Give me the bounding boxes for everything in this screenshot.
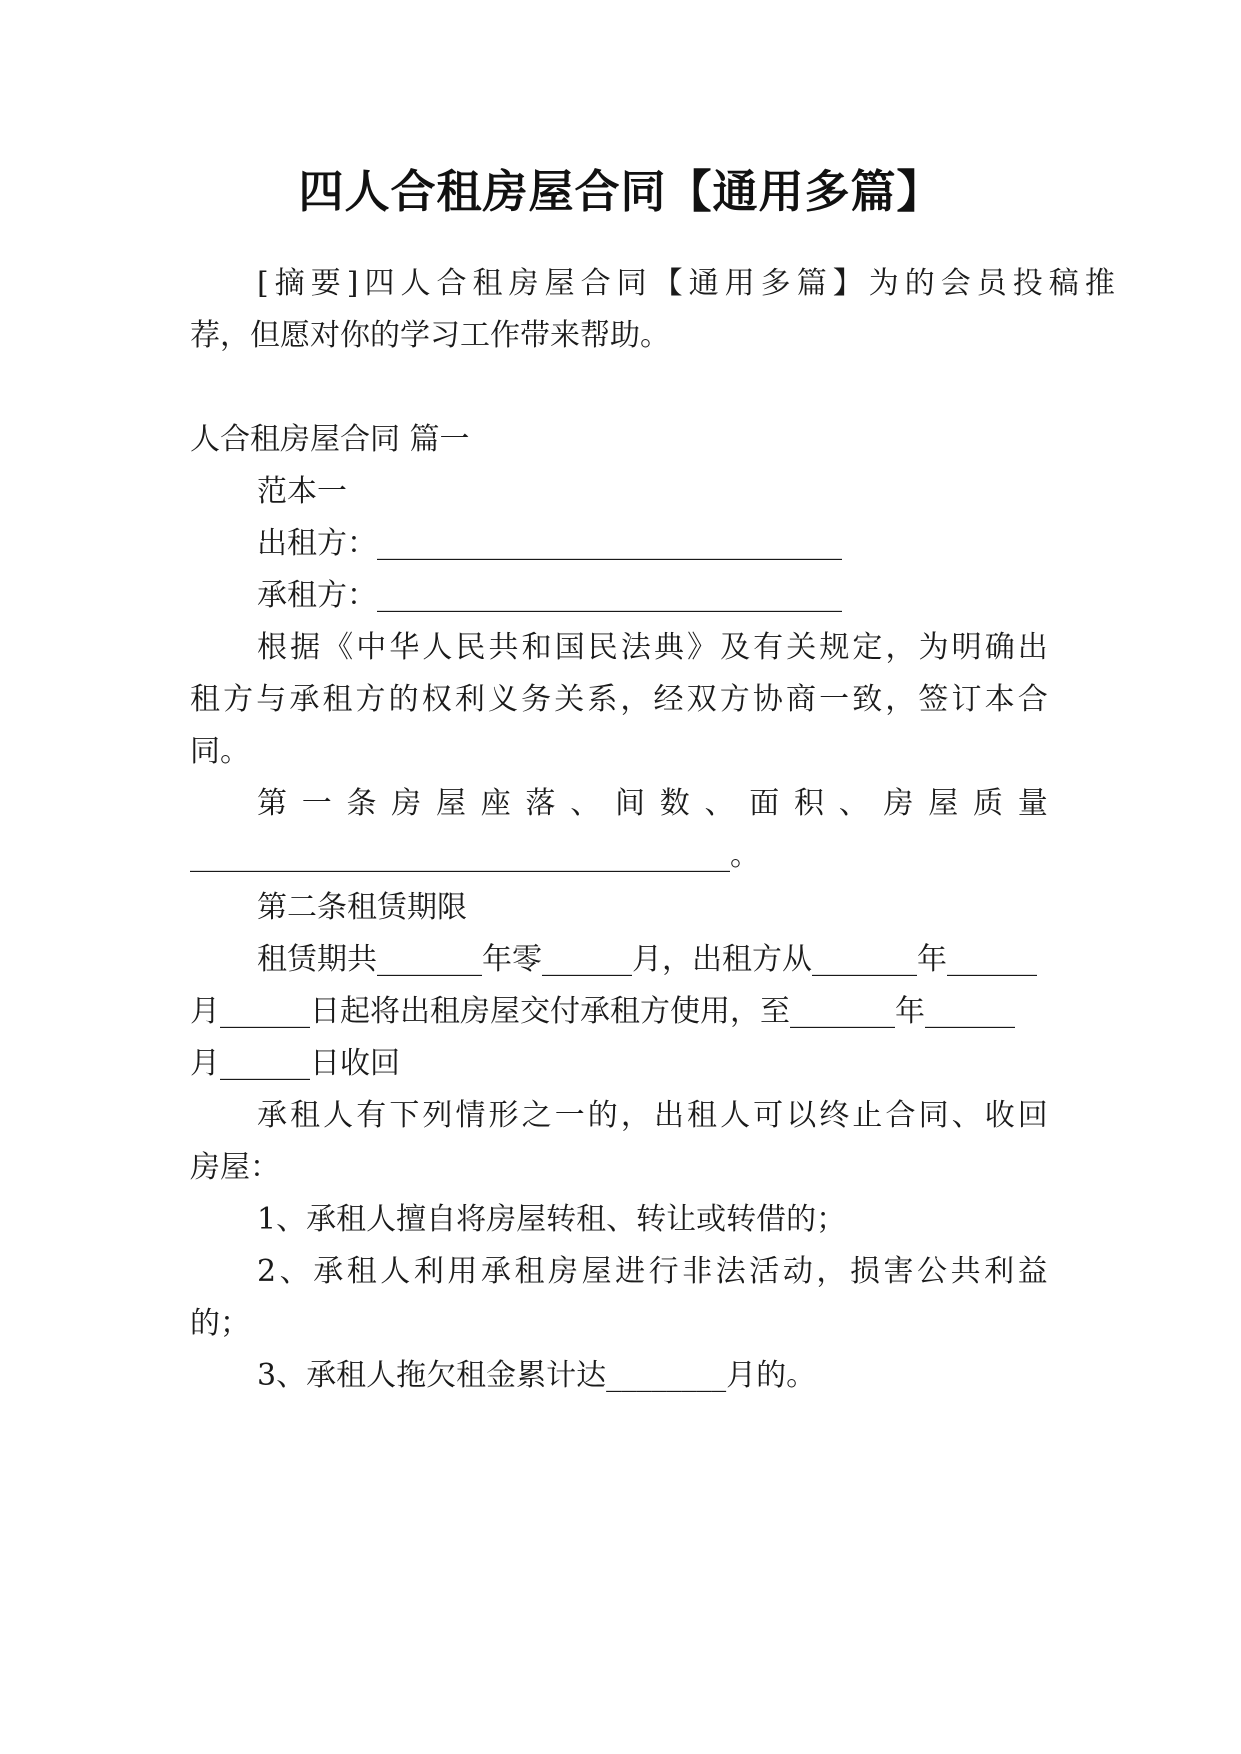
text-char: 国 bbox=[554, 630, 585, 665]
text-char: 定 bbox=[852, 630, 883, 665]
text-char: 与 bbox=[256, 682, 287, 717]
text-char: 一 bbox=[301, 786, 332, 821]
text-char: 根 bbox=[257, 630, 287, 665]
template-label: 范本一 bbox=[257, 474, 347, 509]
text-char: 关 bbox=[554, 682, 585, 717]
text-char: 之 bbox=[521, 1098, 552, 1133]
text-char: 害 bbox=[883, 1254, 914, 1289]
text-char: 【 bbox=[652, 266, 683, 301]
article1-line-1 bbox=[257, 784, 1048, 824]
text-char: ， bbox=[885, 682, 916, 717]
text-char: 人 bbox=[400, 266, 431, 301]
list-item-3: 3、承租人拖欠租金累计达________月的。 bbox=[257, 1358, 817, 1393]
section-heading: 人合租房屋合同 篇一 bbox=[190, 422, 470, 457]
text-char: 、 bbox=[279, 1254, 310, 1289]
text-char: 出 bbox=[653, 1098, 684, 1133]
text-char: 情 bbox=[455, 1098, 486, 1133]
text-char: 民 bbox=[455, 630, 486, 665]
termination-intro-line-1 bbox=[257, 1096, 1048, 1136]
text-char: 进 bbox=[615, 1254, 646, 1289]
text-char: 中 bbox=[356, 630, 387, 665]
text-char: 双 bbox=[686, 682, 717, 717]
text-char: 2 bbox=[257, 1254, 277, 1289]
text-char: 、 bbox=[838, 786, 869, 821]
text-char: 非 bbox=[682, 1254, 713, 1289]
intro-line-1 bbox=[257, 628, 1048, 668]
text-char: 用 bbox=[724, 266, 755, 301]
text-char: 房 bbox=[508, 266, 539, 301]
text-char: 华 bbox=[389, 630, 420, 665]
text-char: 用 bbox=[447, 1254, 478, 1289]
text-char: 一 bbox=[554, 1098, 585, 1133]
text-char: 法 bbox=[715, 1254, 746, 1289]
text-char: 量 bbox=[1017, 786, 1048, 821]
text-char: 租 bbox=[514, 1254, 545, 1289]
text-char: 屋 bbox=[581, 1254, 612, 1289]
abstract-line-1 bbox=[257, 264, 1115, 304]
text-char: 和 bbox=[521, 630, 552, 665]
lessee-line: 承租方：_______________________________ bbox=[257, 578, 842, 613]
list-item-2-line-2: 的； bbox=[190, 1306, 250, 1341]
text-char: 租 bbox=[290, 1098, 321, 1133]
text-char: ， bbox=[885, 630, 916, 665]
text-char: 活 bbox=[749, 1254, 780, 1289]
lease-term-line-2: 月______日起将出租房屋交付承租方使用，至_______年______ bbox=[190, 994, 1015, 1029]
text-char: 出 bbox=[1017, 630, 1048, 665]
text-char: 人 bbox=[380, 1254, 411, 1289]
text-char: 租 bbox=[190, 682, 220, 717]
text-char: 列 bbox=[422, 1098, 453, 1133]
text-char: 下 bbox=[389, 1098, 420, 1133]
text-char: 通 bbox=[688, 266, 719, 301]
text-char: 一 bbox=[819, 682, 850, 717]
text-char: 的 bbox=[904, 266, 935, 301]
text-char: 房 bbox=[391, 786, 422, 821]
text-char: 质 bbox=[973, 786, 1003, 821]
text-char: 规 bbox=[819, 630, 850, 665]
text-char: 方 bbox=[223, 682, 254, 717]
text-char: 共 bbox=[488, 630, 519, 665]
text-char: 会 bbox=[940, 266, 971, 301]
text-char: 第 bbox=[257, 786, 287, 821]
text-char: 利 bbox=[984, 1254, 1015, 1289]
abstract-line-2: 荐，但愿对你的学习工作带来帮助。 bbox=[190, 318, 670, 353]
text-char: 经 bbox=[653, 682, 684, 717]
text-char: 四 bbox=[364, 266, 395, 301]
text-char: 、 bbox=[704, 786, 735, 821]
text-char: 人 bbox=[720, 1098, 751, 1133]
lease-term-line-3: 月______日收回 bbox=[190, 1046, 400, 1081]
text-char: 据 bbox=[290, 630, 321, 665]
text-char: 承 bbox=[257, 1098, 287, 1133]
text-char: 屋 bbox=[928, 786, 959, 821]
text-char: 义 bbox=[487, 682, 518, 717]
intro-line-2 bbox=[190, 680, 1048, 720]
text-char: 签 bbox=[918, 682, 949, 717]
text-char: 共 bbox=[950, 1254, 981, 1289]
text-char: 承 bbox=[289, 682, 320, 717]
text-char: 方 bbox=[719, 682, 750, 717]
text-char: 动 bbox=[782, 1254, 813, 1289]
text-char: 务 bbox=[521, 682, 552, 717]
text-char: 数 bbox=[659, 786, 690, 821]
text-char: 承 bbox=[480, 1254, 511, 1289]
text-char: 、 bbox=[570, 786, 601, 821]
text-char: 多 bbox=[760, 266, 791, 301]
text-char: 屋 bbox=[544, 266, 575, 301]
text-char: 权 bbox=[421, 682, 452, 717]
text-char: 、 bbox=[951, 1098, 982, 1133]
text-char: 关 bbox=[786, 630, 817, 665]
text-char: ] bbox=[346, 266, 359, 301]
text-char: 座 bbox=[480, 786, 511, 821]
text-char: 为 bbox=[918, 630, 949, 665]
text-char: 人 bbox=[323, 1098, 354, 1133]
text-char: 协 bbox=[752, 682, 783, 717]
text-char: 典 bbox=[653, 630, 684, 665]
text-char: 同 bbox=[616, 266, 647, 301]
text-char: 利 bbox=[413, 1254, 444, 1289]
text-char: 以 bbox=[786, 1098, 817, 1133]
document-title: 四人合租房屋合同【通用多篇】 bbox=[298, 165, 943, 218]
text-char: 明 bbox=[951, 630, 982, 665]
text-char: 租 bbox=[346, 1254, 377, 1289]
lease-term-line-1: 租赁期共_______年零______月，出租方从_______年______ bbox=[257, 942, 1037, 977]
intro-line-3: 同。 bbox=[190, 734, 250, 769]
text-char: 间 bbox=[615, 786, 645, 821]
text-char: ， bbox=[816, 1254, 847, 1289]
text-char: 有 bbox=[356, 1098, 387, 1133]
text-char: 法 bbox=[620, 630, 651, 665]
text-char: 确 bbox=[984, 630, 1015, 665]
text-char: 商 bbox=[785, 682, 816, 717]
text-char: [ bbox=[257, 266, 269, 301]
text-char: 推 bbox=[1084, 266, 1115, 301]
text-char: 利 bbox=[454, 682, 485, 717]
list-item-1: 1、承租人擅自将房屋转租、转让或转借的； bbox=[257, 1202, 847, 1237]
text-char: 租 bbox=[687, 1098, 718, 1133]
text-char: 积 bbox=[794, 786, 824, 821]
text-char: 面 bbox=[749, 786, 780, 821]
text-char: 形 bbox=[488, 1098, 519, 1133]
text-char: 损 bbox=[849, 1254, 880, 1289]
text-char: 收 bbox=[984, 1098, 1015, 1133]
text-char: 投 bbox=[1012, 266, 1043, 301]
text-char: 的 bbox=[587, 1098, 618, 1133]
text-char: ， bbox=[620, 682, 651, 717]
text-char: 终 bbox=[819, 1098, 850, 1133]
text-char: 合 bbox=[436, 266, 467, 301]
text-char: 民 bbox=[587, 630, 618, 665]
text-char: 租 bbox=[322, 682, 353, 717]
text-char: 承 bbox=[313, 1254, 344, 1289]
text-char: 方 bbox=[355, 682, 386, 717]
text-char: 要 bbox=[310, 266, 341, 301]
article1-line-2: ____________________________________。 bbox=[190, 838, 760, 873]
text-char: 房 bbox=[548, 1254, 579, 1289]
text-char: 的 bbox=[388, 682, 419, 717]
text-char: 合 bbox=[580, 266, 611, 301]
text-char: 可 bbox=[753, 1098, 784, 1133]
text-char: 及 bbox=[720, 630, 751, 665]
text-char: 员 bbox=[976, 266, 1007, 301]
text-char: 致 bbox=[852, 682, 883, 717]
text-char: ， bbox=[620, 1098, 651, 1133]
text-char: 合 bbox=[1017, 682, 1048, 717]
text-char: 人 bbox=[422, 630, 453, 665]
text-char: 系 bbox=[587, 682, 618, 717]
text-char: 篇 bbox=[796, 266, 827, 301]
text-char: 】 bbox=[832, 266, 863, 301]
text-char: 本 bbox=[984, 682, 1015, 717]
text-char: 摘 bbox=[274, 266, 305, 301]
text-char: 屋 bbox=[436, 786, 466, 821]
termination-intro-line-2: 房屋： bbox=[190, 1150, 280, 1185]
text-char: 同 bbox=[918, 1098, 949, 1133]
text-char: 有 bbox=[753, 630, 784, 665]
text-char: 公 bbox=[917, 1254, 948, 1289]
article2-heading: 第二条租赁期限 bbox=[257, 890, 467, 925]
text-char: 稿 bbox=[1048, 266, 1079, 301]
text-char: 订 bbox=[951, 682, 982, 717]
lessor-line: 出租方：_______________________________ bbox=[257, 526, 842, 561]
text-char: 益 bbox=[1017, 1254, 1048, 1289]
text-char: 条 bbox=[346, 786, 377, 821]
text-char: 租 bbox=[472, 266, 503, 301]
text-char: 合 bbox=[885, 1098, 916, 1133]
text-char: 》 bbox=[687, 630, 718, 665]
text-char: 为 bbox=[868, 266, 899, 301]
text-char: 行 bbox=[648, 1254, 679, 1289]
text-char: 回 bbox=[1017, 1098, 1048, 1133]
text-char: 落 bbox=[525, 786, 556, 821]
text-char: 房 bbox=[883, 786, 914, 821]
list-item-2-line-1 bbox=[257, 1252, 1048, 1292]
text-char: 止 bbox=[852, 1098, 883, 1133]
text-char: 《 bbox=[323, 630, 354, 665]
